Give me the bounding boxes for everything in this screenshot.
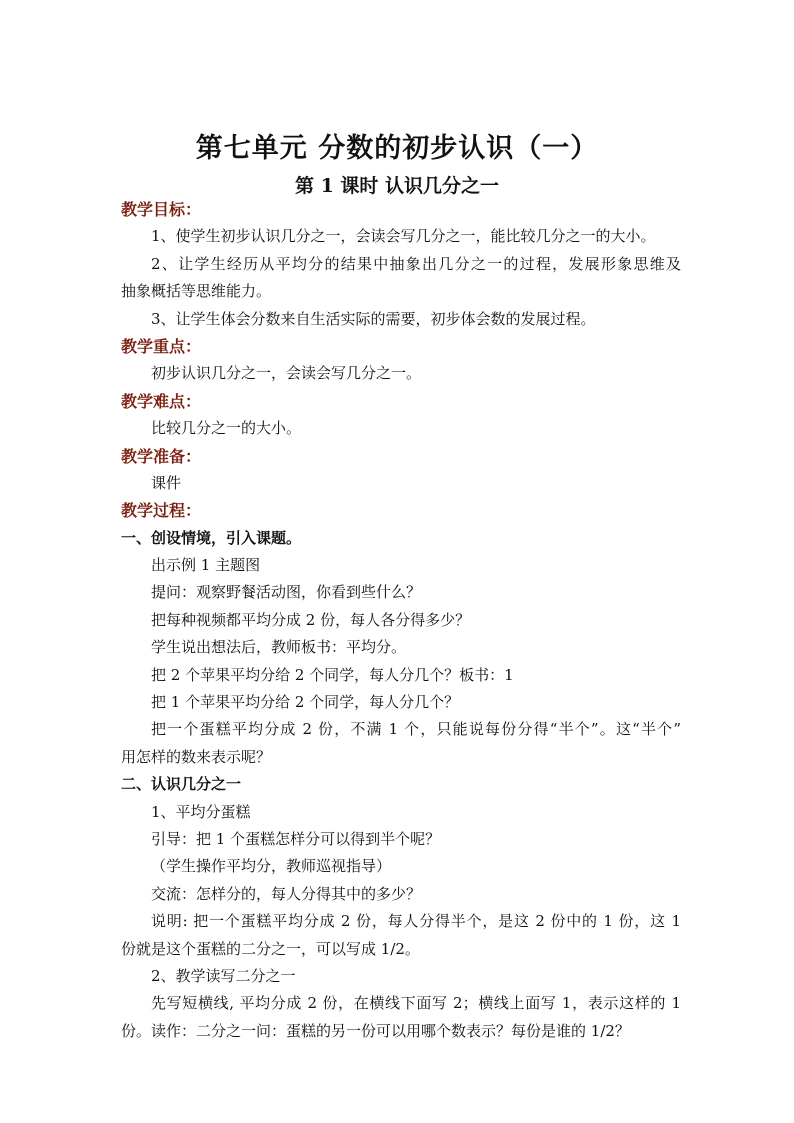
- section-heading: 教学重点：: [121, 336, 202, 356]
- paragraph-line: 2、教学读写二分之一: [151, 966, 296, 985]
- section-heading: 教学难点：: [121, 391, 202, 411]
- paragraph-line: 2、让学生经历从平均分的结果中抽象出几分之一的过程，发展形象思维及: [151, 254, 681, 273]
- paragraph-line: 交流：怎样分的，每人分得其中的多少？: [151, 884, 422, 903]
- paragraph-line: 提问：观察野餐活动图，你看到些什么？: [151, 583, 422, 602]
- document-title: 第七单元 分数的初步认识（一）: [195, 133, 599, 164]
- paragraph-line: 课件: [151, 473, 182, 492]
- subsection-heading: 一、创设情境，引入课题。: [121, 528, 302, 547]
- paragraph-line: 把 1 个苹果平均分给 2 个同学，每人分几个？: [151, 693, 460, 712]
- paragraph-line: 学生说出想法后，教师板书：平均分。: [151, 638, 407, 657]
- paragraph-line: 把一个蛋糕平均分成 2 份，不满 1 个，只能说每份分得“半个”。这“半个”: [151, 720, 681, 739]
- paragraph-continuation: 份。读作：二分之一问：蛋糕的另一份可以用哪个数表示？每份是谁的 1/2？: [121, 1021, 630, 1040]
- section-heading: 教学准备：: [121, 446, 202, 466]
- paragraph-line: 把 2 个苹果平均分给 2 个同学，每人分几个？板书：1: [151, 665, 514, 684]
- paragraph-line: 先写短横线, 平均分成 2 份，在横线下面写 2；横线上面写 1，表示这样的 1: [151, 994, 681, 1013]
- paragraph-line: （学生操作平均分，教师巡视指导）: [151, 857, 392, 876]
- paragraph-continuation: 抽象概括等思维能力。: [121, 282, 272, 301]
- paragraph-continuation: 份就是这个蛋糕的二分之一，可以写成 1/2。: [121, 939, 420, 958]
- paragraph-line: 把每种视频都平均分成 2 份，每人各分得多少？: [151, 610, 471, 629]
- paragraph-line: 初步认识几分之一，会读会写几分之一。: [151, 364, 422, 383]
- paragraph-line: 3、让学生体会分数来自生活实际的需要，初步体会数的发展过程。: [151, 309, 596, 328]
- lesson-subtitle: 第 1 课时 认识几分之一: [294, 175, 500, 197]
- paragraph-continuation: 用怎样的数来表示呢？: [121, 747, 272, 766]
- paragraph-line: 引导：把 1 个蛋糕怎样分可以得到半个呢？: [151, 829, 441, 848]
- paragraph-line: 出示例 1 主题图: [151, 556, 261, 575]
- document-body: [121, 196, 681, 1045]
- paragraph-line: 说明: 把一个蛋糕平均分成 2 份，每人分得半个，是这 2 份中的 1 份，这 1: [151, 912, 681, 931]
- section-heading: 教学目标：: [121, 200, 202, 219]
- subsection-heading: 二、认识几分之一: [121, 775, 242, 794]
- paragraph-line: 比较几分之一的大小。: [151, 419, 302, 438]
- paragraph-line: 1、使学生初步认识几分之一，会读会写几分之一，能比较几分之一的大小。: [151, 227, 656, 246]
- section-heading: 教学过程：: [121, 501, 202, 521]
- paragraph-line: 1、平均分蛋糕: [151, 802, 251, 821]
